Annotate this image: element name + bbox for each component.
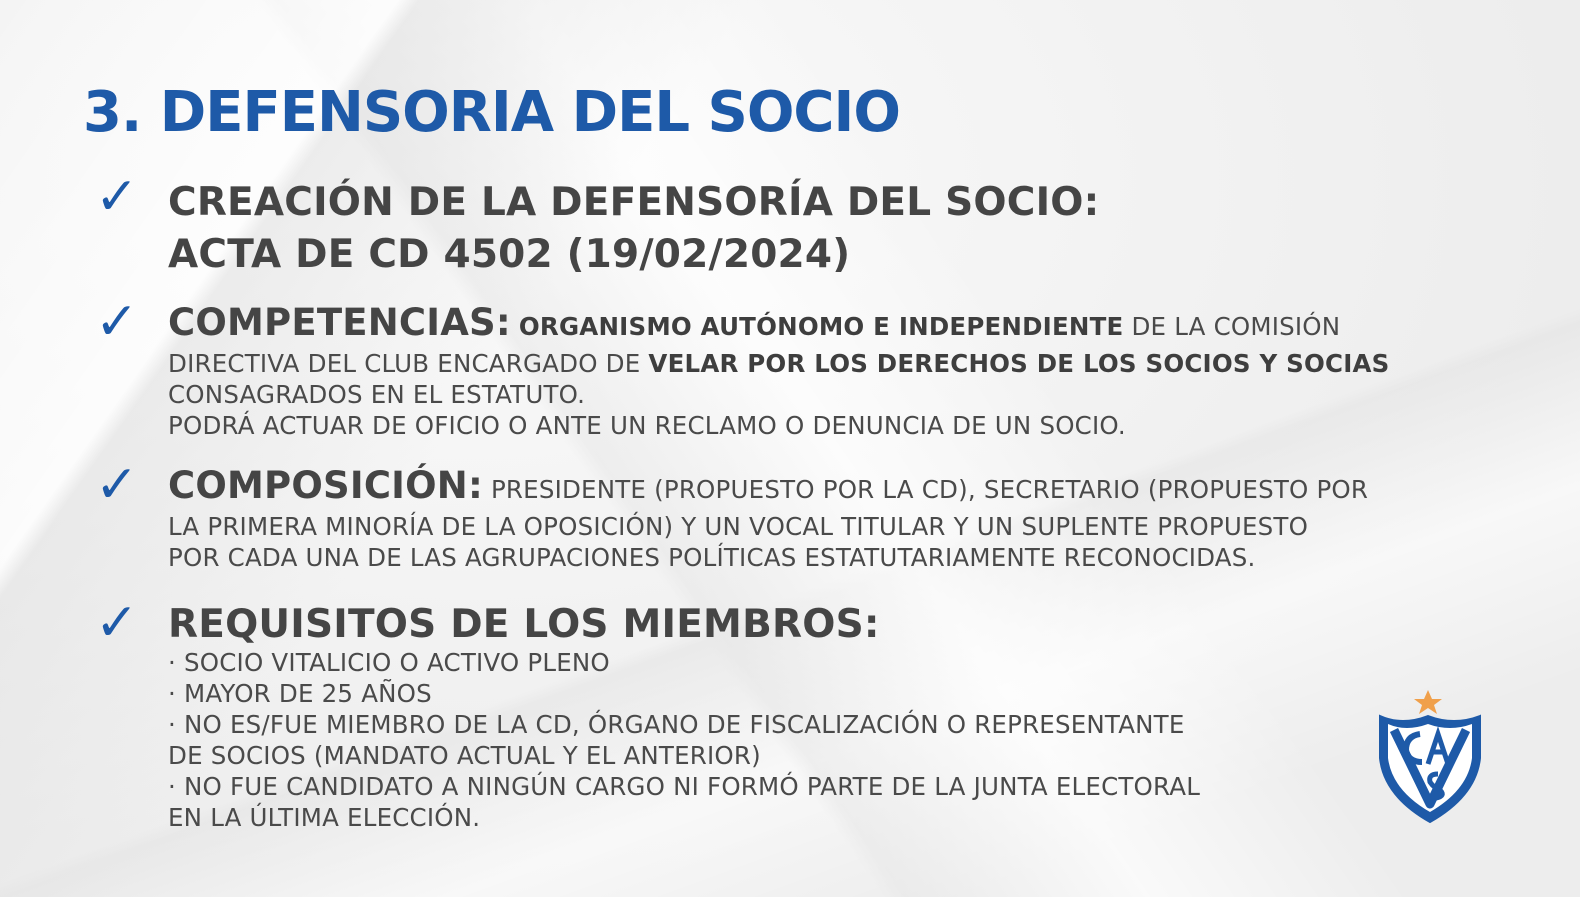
text-line: LA PRIMERA MINORÍA DE LA OPOSICIÓN) Y UN VOCAL TITULAR Y UN SUPLENTE PROPUESTO (168, 512, 1309, 541)
section-heading: COMPOSICIÓN: (168, 464, 483, 507)
list-item: DE SOCIOS (MANDATO ACTUAL Y EL ANTERIOR) (168, 741, 761, 770)
checkmark-icon: ✓ (95, 593, 139, 653)
checkmark-icon: ✓ (95, 167, 139, 227)
section-heading-line: CREACIÓN DE LA DEFENSORÍA DEL SOCIO: (168, 180, 1100, 225)
list-item: EN LA ÚLTIMA ELECCIÓN. (168, 803, 481, 832)
requirements-list (168, 647, 1478, 833)
bold-text: ORGANISMO AUTÓNOMO E INDEPENDIENTE (518, 312, 1124, 341)
section-content (168, 465, 1478, 573)
checkmark-icon: ✓ (95, 292, 139, 352)
section-heading: REQUISITOS DE LOS MIEMBROS: (168, 602, 880, 647)
list-item: · NO FUE CANDIDATO A NINGÚN CARGO NI FORMÓ PARTE DE LA JUNTA ELECTORAL (168, 772, 1201, 801)
section-content (168, 177, 1478, 281)
section-content (168, 302, 1478, 441)
section-heading: COMPETENCIAS: (168, 301, 511, 344)
body-text: PRESIDENTE (PROPUESTO POR LA CD), SECRETARIO (PROPUESTO POR (482, 475, 1369, 504)
text-line: PODRÁ ACTUAR DE OFICIO O ANTE UN RECLAMO O DENUNCIA DE UN SOCIO. (168, 411, 1126, 440)
section-heading-line: ACTA DE CD 4502 (19/02/2024) (168, 232, 851, 277)
body-text: DIRECTIVA DEL CLUB ENCARGADO DE (168, 349, 649, 378)
list-item: · NO ES/FUE MIEMBRO DE LA CD, ÓRGANO DE FISCALIZACIÓN O REPRESENTANTE (168, 710, 1185, 739)
bold-text: VELAR POR LOS DERECHOS DE LOS SOCIOS Y SOCIAS (648, 349, 1390, 378)
text-line (168, 302, 1478, 348)
text-line (168, 465, 1478, 511)
list-item: · MAYOR DE 25 AÑOS (168, 679, 432, 708)
text-line: POR CADA UNA DE LAS AGRUPACIONES POLÍTICAS ESTATUTARIAMENTE RECONOCIDAS. (168, 543, 1256, 572)
checkmark-icon: ✓ (95, 455, 139, 515)
text-line (168, 348, 1478, 379)
list-item: · SOCIO VITALICIO O ACTIVO PLENO (168, 648, 610, 677)
page-title: 3. DEFENSORIA DEL SOCIO (83, 80, 900, 145)
text-line: CONSAGRADOS EN EL ESTATUTO. (168, 380, 586, 409)
body-text: DE LA COMISIÓN (1123, 312, 1341, 341)
club-crest-icon (1372, 688, 1488, 828)
section-content (168, 603, 1478, 833)
